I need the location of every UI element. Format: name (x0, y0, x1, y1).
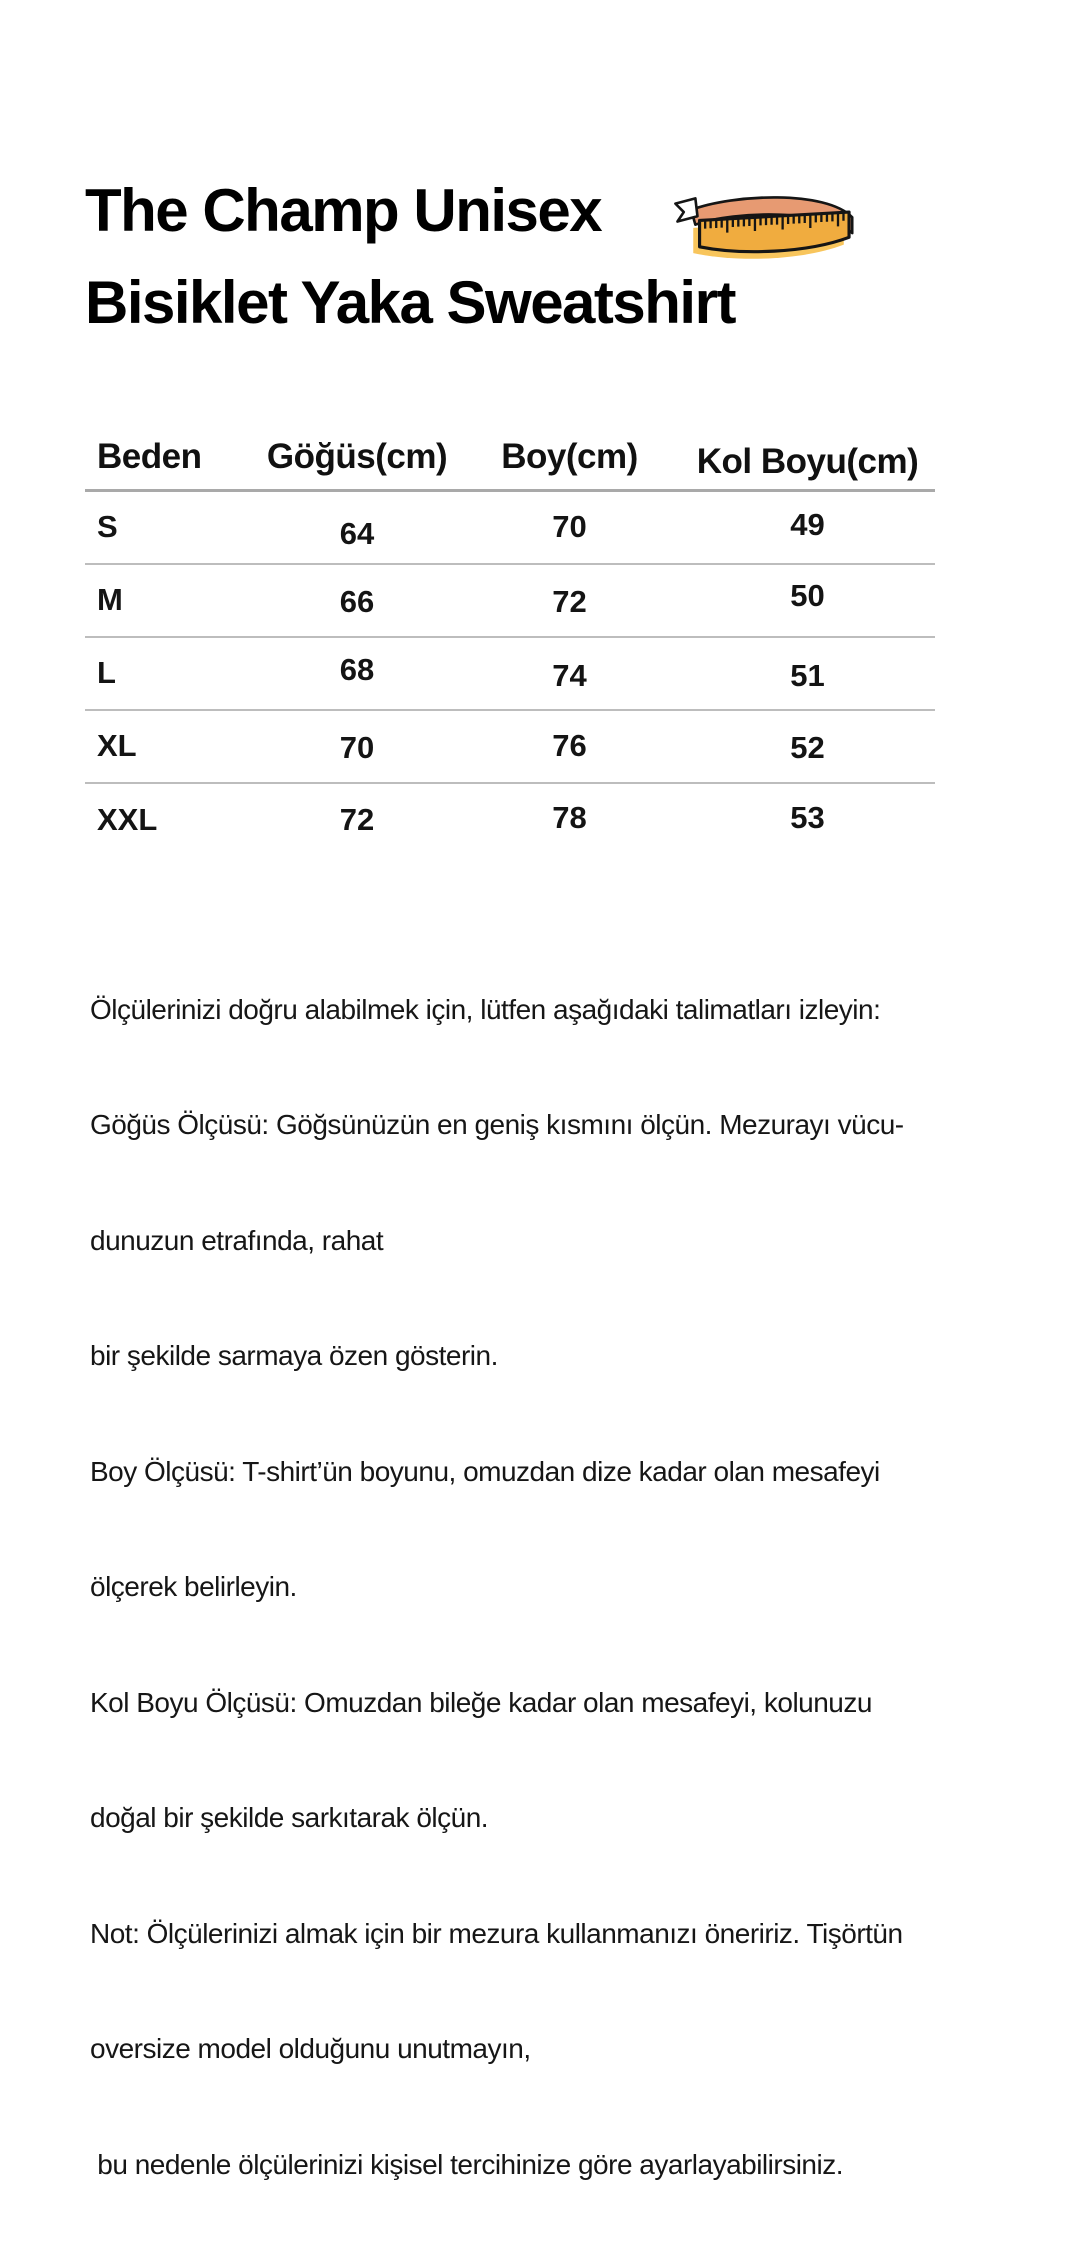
cell-chest: 66 (255, 564, 459, 637)
cell-length: 70 (459, 491, 680, 564)
cell-chest: 72 (255, 783, 459, 856)
tape-tail-shape (675, 198, 697, 221)
instruction-line: Boy Ölçüsü: T-shirt’ün boyunu, omuzdan dize kadar olan mesafeyi (90, 1453, 1006, 1492)
table-row (85, 637, 935, 710)
instruction-line: bir şekilde sarmaya özen gösterin. (90, 1337, 1006, 1376)
measuring-tape-icon (668, 188, 868, 274)
table-row (85, 783, 935, 856)
size-table-header-row (85, 413, 935, 491)
cell-sleeve: 51 (680, 637, 935, 710)
cell-chest: 64 (255, 491, 459, 564)
col-header-gogus: Göğüs(cm) (255, 413, 459, 491)
instruction-line: Not: Ölçülerinizi almak için bir mezura kullanmanızı öneririz. Tişörtün (90, 1915, 1006, 1954)
cell-length: 72 (459, 564, 680, 637)
instruction-line: Ölçülerinizi doğru alabilmek için, lütfen aşağıdaki talimatları izleyin: (90, 991, 1006, 1030)
cell-size: S (85, 491, 255, 564)
cell-size: M (85, 564, 255, 637)
table-row (85, 491, 935, 564)
cell-sleeve: 50 (680, 564, 935, 637)
cell-sleeve: 53 (680, 783, 935, 856)
cell-size: XXL (85, 783, 255, 856)
page-title-line2: Bisiklet Yaka Sweatshirt (85, 257, 1006, 349)
instruction-line: dunuzun etrafında, rahat (90, 1222, 1006, 1261)
instruction-line: Göğüs Ölçüsü: Göğsünüzün en geniş kısmını ölçün. Mezurayı vücu- (90, 1106, 1006, 1145)
instruction-line: bu nedenle ölçülerinizi kişisel tercihinize göre ayarlayabilirsiniz. (90, 2146, 1006, 2185)
cell-chest: 68 (255, 637, 459, 710)
table-row (85, 564, 935, 637)
measurement-instructions (85, 914, 1006, 2261)
cell-sleeve: 52 (680, 710, 935, 783)
cell-length: 74 (459, 637, 680, 710)
instruction-line: oversize model olduğunu unutmayın, (90, 2030, 1006, 2069)
size-table (85, 413, 935, 856)
instruction-line: doğal bir şekilde sarkıtarak ölçün. (90, 1799, 1006, 1838)
cell-size: L (85, 637, 255, 710)
cell-length: 76 (459, 710, 680, 783)
col-header-kol-boyu: Kol Boyu(cm) (680, 413, 935, 491)
cell-sleeve: 49 (680, 491, 935, 564)
col-header-boy: Boy(cm) (459, 413, 680, 491)
table-row (85, 710, 935, 783)
cell-chest: 70 (255, 710, 459, 783)
col-header-beden: Beden (85, 413, 255, 491)
cell-length: 78 (459, 783, 680, 856)
instruction-line: Kol Boyu Ölçüsü: Omuzdan bileğe kadar olan mesafeyi, kolunuzu (90, 1684, 1006, 1723)
cell-size: XL (85, 710, 255, 783)
page-title-line1: The Champ Unisex (85, 165, 1006, 257)
instruction-line: ölçerek belirleyin. (90, 1568, 1006, 1607)
